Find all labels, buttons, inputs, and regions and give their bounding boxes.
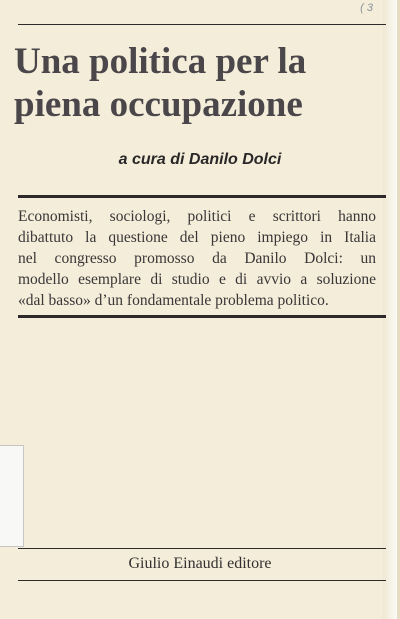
blurb-line-2: dibattuto la questione del pieno impiego in Italia <box>18 229 376 246</box>
blurb-line-5: «dal basso» d’un fondamentale problema politico. <box>18 292 329 309</box>
corner-handwritten-mark: ( 3 <box>360 2 373 14</box>
publisher-rule-bottom <box>18 580 386 581</box>
top-rule <box>18 24 386 25</box>
title-line-1: Una politica per la <box>14 41 307 82</box>
upper-thick-rule <box>18 195 386 198</box>
book-title <box>14 40 386 126</box>
publisher-rule-top <box>18 548 386 549</box>
cover-blurb <box>18 206 376 311</box>
blurb-line-3: nel congresso promosso da Danilo Dolci: un <box>18 250 376 267</box>
curator-credit: a cura di Danilo Dolci <box>118 151 282 168</box>
blurb-line-1: Economisti, sociologi, politici e scrittori hanno <box>18 208 376 225</box>
lower-thick-rule <box>18 315 386 318</box>
library-label <box>0 445 24 547</box>
blurb-line-4: modello esemplare di studio e di avvio a soluzione <box>18 271 376 288</box>
publisher-name: Giulio Einaudi editore <box>128 555 272 572</box>
title-line-2: piena occupazione <box>14 84 303 125</box>
